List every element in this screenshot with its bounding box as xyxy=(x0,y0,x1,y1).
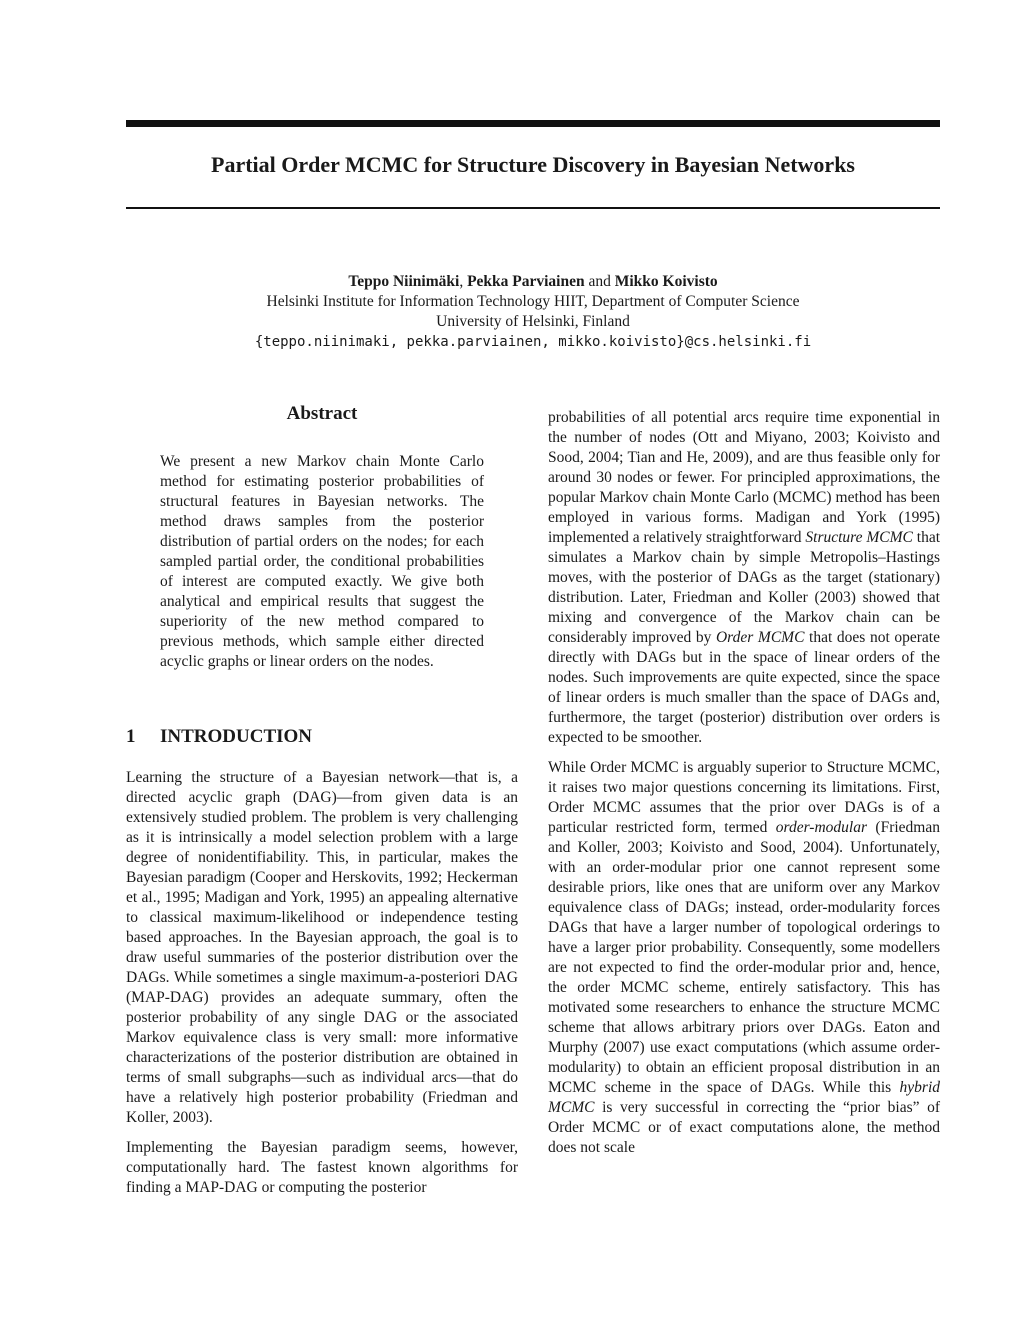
emphasis-term: hybrid MCMC xyxy=(548,1079,940,1116)
author-names xyxy=(126,272,940,292)
abstract-heading: Abstract xyxy=(286,403,358,424)
author-separator: , xyxy=(459,273,468,290)
university: University of Helsinki, Finland xyxy=(436,313,630,330)
text-run: probabilities of all potential arcs require time exponential in the number of nodes (Ott and Miyano, 2003; Koivisto and Sood, 2004; Tian and He, 2009), and are thus feasible only for around 30 nodes or fewer. For principled approximations, the popular Markov chain Monte Carlo (MCMC) method has been employed in various forms. Madigan and York (1995) implemented a relatively straightforward xyxy=(548,409,940,546)
abstract-text: We present a new Markov chain Monte Carlo method for estimating posterior probabilities of structural features in Bayesian networks. The method draws samples from the posterior distribution of partial orders on the nodes; for each sampled partial order, the conditional probabilities of interest are computed exactly. We give both analytical and empirical results that suggest the superiority of the new method compared to previous methods, which sample either directed acyclic graphs or linear orders on the nodes. xyxy=(160,453,484,670)
author-name: Mikko Koivisto xyxy=(614,273,718,290)
intro-paragraph: Implementing the Bayesian paradigm seems, however, computationally hard. The fastest known algorithms for finding a MAP-DAG or computing the posterior xyxy=(126,1139,518,1196)
text-run: that does not operate directly with DAGs but in the space of linear orders of the nodes. Such improvements are quite expected, since the space of linear orders is much smaller than the space of DAGs and, furthermore, the target (posterior) distribution over orders is expected to be smoother. xyxy=(548,629,940,746)
emphasis-term: order-modular xyxy=(775,819,867,836)
emphasis-term: Structure MCMC xyxy=(805,529,913,546)
intro-paragraph xyxy=(548,758,940,1158)
left-column xyxy=(126,768,518,1208)
text-run: that simulates a Markov chain by simple Metropolis–Hastings moves, with the posterior of DAGs as the target (stationary) distribution. Later, Friedman and Koller (2003) showed that mixing and convergence of the Markov chain can be considerably improved by xyxy=(548,529,941,646)
emphasis-term: Order MCMC xyxy=(715,629,805,646)
author-name: Teppo Niinimäki xyxy=(348,273,460,290)
intro-paragraph xyxy=(548,408,940,748)
text-run: is very successful in correcting the “prior bias” of Order MCMC or of exact computations alone, the method does not scale xyxy=(548,1099,940,1156)
text-run: (Friedman and Koller, 2003; Koivisto and Sood, 2004). Unfortunately, with an order-modular prior one cannot represent some desirable priors, like ones that are uniform over any Markov equivalence class of DAGs; instead, order-modularity forces DAGs that have a larger number of topological orderings to have a larger prior probability. Consequently, some modellers are not expected to find the order-modular prior and, hence, the order MCMC scheme, entirely satisfactory. This has motivated some researchers to enhance the structure MCMC scheme that allows arbitrary priors over DAGs. Eaton and Murphy (2007) use exact computations (which assume order-modularity) to obtain an efficient proposal distribution in an MCMC scheme in the space of DAGs. While this xyxy=(548,819,940,1096)
title-rule-bottom xyxy=(126,207,940,209)
author-separator: and xyxy=(584,273,615,290)
section-title: INTRODUCTION xyxy=(160,726,313,747)
affiliation: Helsinki Institute for Information Technology HIIT, Department of Computer Science xyxy=(266,293,800,310)
intro-paragraph: Learning the structure of a Bayesian network—that is, a directed acyclic graph (DAG)—from given data is an extensively studied problem. The problem is very challenging as it is intrinsically a model selection problem with a large degree of nonidentifiability. This, in particular, makes the Bayesian paradigm (Cooper and Herskovits, 1992; Heckerman et al., 1995; Madigan and York, 1995) an appealing alternative to classical maximum-likelihood or independence testing based approaches. In the Bayesian approach, the goal is to draw useful summaries of the posterior distribution over the DAGs. While sometimes a single maximum-a-posteriori DAG (MAP-DAG) provides an adequate summary, often the posterior probability of any single DAG or the associated Markov equivalence class is very small: more informative characterizations of the posterior distribution are obtained in terms of small subgraphs—such as individual arcs—that do have a relatively high posterior probability (Friedman and Koller, 2003). xyxy=(126,769,518,1126)
title-rule-top xyxy=(126,120,940,127)
paper-title: Partial Order MCMC for Structure Discovery in Bayesian Networks xyxy=(211,152,855,177)
section-heading xyxy=(126,726,312,748)
section-number: 1 xyxy=(126,726,136,747)
author-emails: {teppo.niinimaki, pekka.parviainen, mikko.koivisto}@cs.helsinki.fi xyxy=(254,334,812,350)
right-column xyxy=(548,408,940,1168)
author-name: Pekka Parviainen xyxy=(467,273,585,290)
author-block xyxy=(126,272,940,352)
text-run: While Order MCMC is arguably superior to Structure MCMC, it raises two major questions concerning its limitations. First, Order MCMC assumes that the prior over DAGs is of a particular restricted form, termed xyxy=(548,759,940,836)
